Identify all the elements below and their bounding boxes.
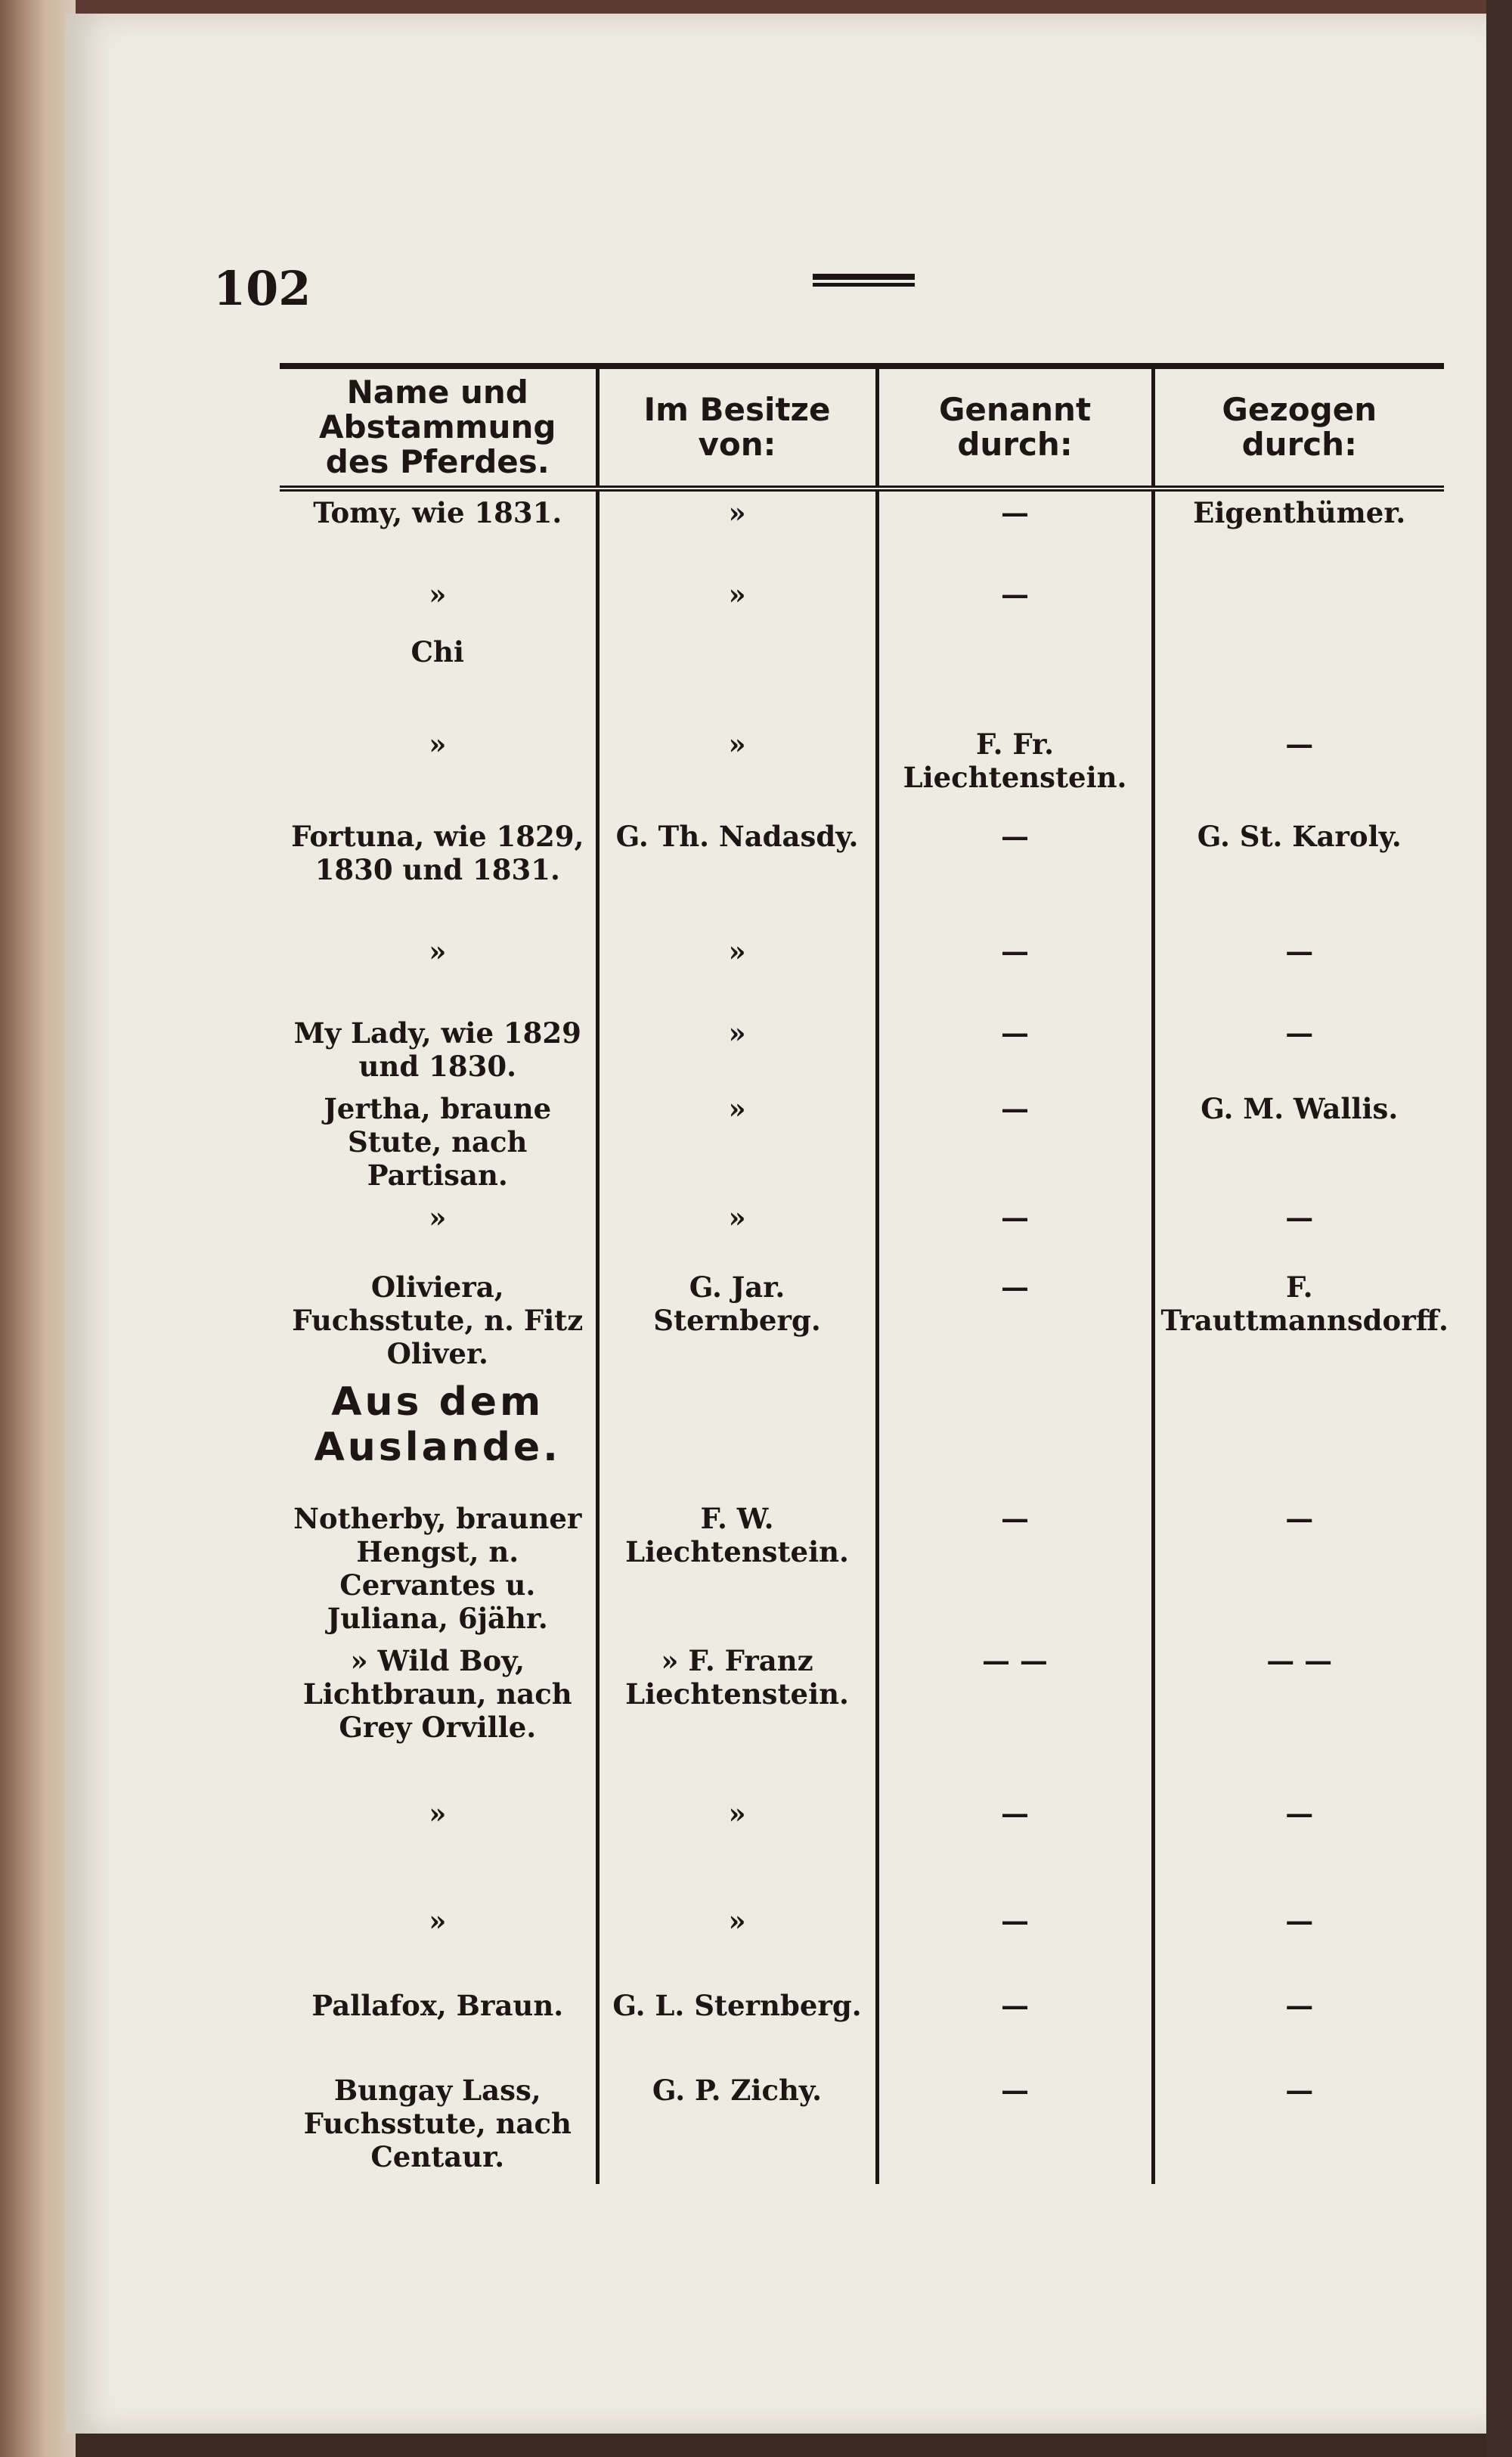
table-row [280,1266,1444,1375]
cell-name: Pallafox, Braun. [311,1989,564,2022]
cell-named: — [877,1266,1153,1375]
cell-ridden: — [1153,2069,1444,2184]
cell-named: — — [877,1640,1153,1792]
table-row [280,930,1444,1012]
right-page-edge [1486,0,1512,2457]
cell-name: Chi [411,635,464,669]
cell-named: — [877,1497,1153,1640]
cell-named: — [877,489,1153,573]
cell-owner: » [597,1087,877,1196]
cell-ridden: — [1153,1196,1444,1266]
table-row [280,1196,1444,1266]
table-row [280,815,1444,930]
horse-register-table [280,363,1448,2184]
table-row [280,723,1444,815]
cell-owner: F. W. Liechtenstein. [597,1497,877,1640]
cell-named: — [877,1012,1153,1087]
table-row [280,631,1444,723]
cell-name: My Lady, wie 1829 und 1830. [293,1016,581,1083]
cell-named [877,1375,1153,1497]
cell-named: — [877,1196,1153,1266]
table-row [280,573,1444,631]
header-ornament-rule [813,274,915,289]
cell-ridden: — [1153,1012,1444,1087]
header-ridden: Gezogen durch: [1153,366,1444,489]
cell-owner: » [597,573,877,631]
cell-named: — [877,930,1153,1012]
top-edge [0,0,1512,15]
table-body [280,489,1448,2184]
cell-owner: G. Jar. Sternberg. [597,1266,877,1375]
book-spine-edge [0,0,76,2457]
cell-owner: » F. Franz Liechtenstein. [597,1640,877,1792]
cell-named: — [877,573,1153,631]
table-row [280,1087,1444,1196]
cell-owner: » [597,930,877,1012]
cell-owner: G. L. Sternberg. [597,1984,877,2069]
table-row [280,1497,1444,1640]
cell-name: » Wild Boy, Lichtbraun, nach Grey Orville. [302,1644,572,1744]
cell-named: — [877,1984,1153,2069]
cell-owner: G. Th. Nadasdy. [597,815,877,930]
cell-ridden: — [1153,1497,1444,1640]
cell-name: Tomy, wie 1831. [313,496,562,529]
cell-name: » [429,935,447,968]
cell-named: — [877,815,1153,930]
cell-owner: » [597,1012,877,1087]
cell-owner [597,1375,877,1497]
cell-named: F. Fr. Liechtenstein. [877,723,1153,815]
cell-name: Bungay Lass, Fuchsstute, nach Centaur. [303,2074,572,2173]
cell-ridden [1153,573,1444,631]
cell-name: Jertha, braune Stute, nach Partisan. [324,1092,552,1192]
cell-owner: » [597,1792,877,1900]
cell-name: » [429,578,447,611]
cell-ridden: G. St. Karoly. [1153,815,1444,930]
table-row [280,2069,1444,2184]
cell-ridden: — [1153,1984,1444,2069]
page-number: 102 [213,261,311,316]
header-owner: Im Besitze von: [597,366,877,489]
cell-named: — [877,2069,1153,2184]
cell-name: Aus dem Auslande. [314,1379,561,1470]
cell-ridden: F. Trauttmannsdorff. [1153,1266,1444,1375]
cell-ridden: — [1153,930,1444,1012]
table-row [280,1792,1444,1900]
cell-ridden [1153,631,1444,723]
cell-owner: G. P. Zichy. [597,2069,877,2184]
table-row [280,1900,1444,1984]
cell-name: Notherby, brauner Hengst, n. Cervantes u. Juliana, 6jähr. [293,1502,582,1635]
cell-ridden: — [1153,723,1444,815]
cell-ridden [1153,1375,1444,1497]
header-named: Genannt durch: [877,366,1153,489]
cell-ridden: — [1153,1792,1444,1900]
cell-owner: » [597,489,877,573]
cell-named: — [877,1087,1153,1196]
cell-owner [597,631,877,723]
cell-ridden: Eigenthümer. [1153,489,1444,573]
cell-name: Fortuna, wie 1829, 1830 und 1831. [291,820,584,886]
table-row [280,1984,1444,2069]
cell-owner: » [597,723,877,815]
table-row [280,1640,1444,1792]
cell-ridden: — — [1153,1640,1444,1792]
cell-name: » [429,1904,447,1937]
cell-name: » [429,727,447,761]
table-row [280,1375,1444,1497]
cell-name: » [429,1201,447,1234]
header-name: Name und Abstammung des Pferdes. [280,366,597,489]
cell-name: Oliviera, Fuchsstute, n. Fitz Oliver. [292,1270,584,1370]
table-row [280,489,1444,573]
cell-owner: » [597,1196,877,1266]
table-header-row [280,366,1444,489]
cell-ridden: G. M. Wallis. [1153,1087,1444,1196]
cell-named: — [877,1900,1153,1984]
cell-owner: » [597,1900,877,1984]
cell-named [877,631,1153,723]
cell-name: » [429,1797,447,1830]
cell-named: — [877,1792,1153,1900]
table-row [280,1012,1444,1087]
cell-ridden: — [1153,1900,1444,1984]
